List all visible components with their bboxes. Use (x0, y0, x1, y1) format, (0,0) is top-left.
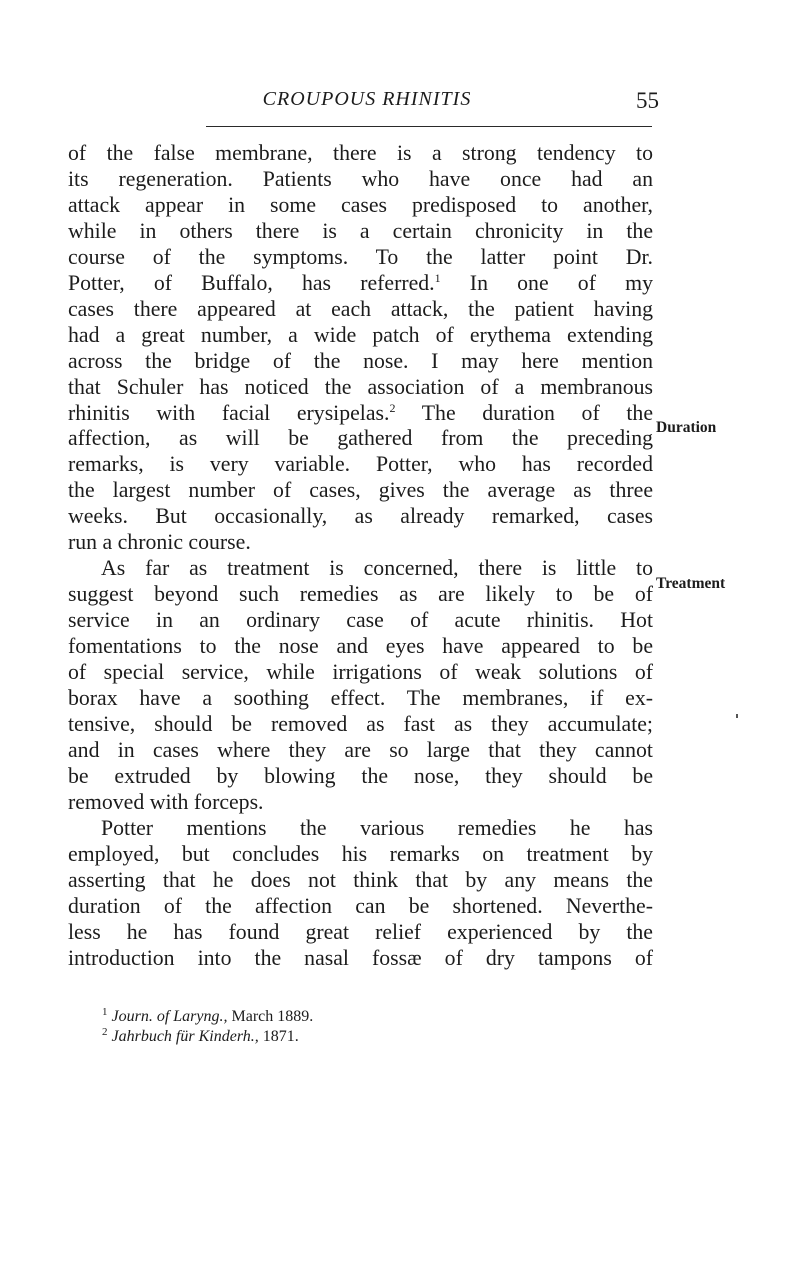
text-line: asserting that he does not think that by any means the (68, 867, 653, 892)
text-line: less he has found great relief experienced by the (68, 919, 653, 944)
text-line (68, 401, 653, 427)
text-line: that Schuler has noticed the association of a membranous (68, 374, 653, 399)
footnote-1 (102, 1007, 313, 1027)
footnote-date: 1871. (258, 1028, 299, 1045)
print-speck (736, 714, 738, 718)
text-line (68, 271, 653, 297)
footnote-source: Journ. of Laryng., (111, 1008, 228, 1025)
text-line: fomentations to the nose and eyes have appeared to be (68, 634, 653, 659)
text-line: affection, as will be gathered from the preceding (68, 426, 653, 451)
text-line: tensive, should be removed as fast as they accumulate; (68, 711, 653, 736)
text-line: had a great number, a wide patch of erythema extending (68, 322, 653, 347)
text-line: As far as treatment is concerned, there is little to (101, 556, 653, 581)
footnote-ref-2: 2 (389, 400, 396, 415)
text-line: duration of the affection can be shortened. Neverthe- (68, 893, 653, 918)
text-line: attack appear in some cases predisposed to another, (68, 192, 653, 217)
footnote-source: Jahrbuch für Kinderh., (111, 1028, 259, 1045)
margin-note-duration: Duration (656, 419, 717, 436)
margin-note-treatment: Treatment (656, 575, 726, 592)
text-segment: The duration of the (395, 400, 653, 425)
text-line: across the bridge of the nose. I may here mention (68, 348, 653, 373)
text-segment: In one of my (440, 270, 653, 295)
text-line: suggest beyond such remedies as are likely to be of (68, 582, 653, 607)
text-line: of special service, while irrigations of weak solutions of (68, 660, 653, 685)
footnote-ref-1: 1 (434, 270, 441, 285)
text-line: and in cases where they are so large that they cannot (68, 737, 653, 762)
footnotes (102, 1007, 313, 1047)
footnote-2 (102, 1027, 313, 1047)
footnote-mark: 1 (102, 1006, 108, 1018)
text-line: borax have a soothing effect. The membranes, if ex- (68, 686, 653, 711)
text-line: weeks. But occasionally, as already remarked, cases (68, 504, 653, 529)
text-segment: rhinitis with facial erysipelas. (68, 400, 390, 425)
footnote-mark: 2 (102, 1026, 108, 1038)
running-title: CROUPOUS RHINITIS (262, 88, 472, 110)
text-line: introduction into the nasal fossæ of dry tampons of (68, 945, 653, 970)
text-line: course of the symptoms. To the latter point Dr. (68, 244, 653, 269)
text-segment: Potter, of Buffalo, has referred. (68, 270, 435, 295)
text-line: of the false membrane, there is a strong tendency to (68, 141, 653, 165)
text-line: service in an ordinary case of acute rhinitis. Hot (68, 608, 653, 633)
text-line: while in others there is a certain chronicity in the (68, 218, 653, 243)
header-rule (206, 126, 652, 127)
text-line: remarks, is very variable. Potter, who has recorded (68, 452, 653, 477)
text-line: cases there appeared at each attack, the patient having (68, 296, 653, 321)
text-line: removed with forceps. (68, 789, 264, 814)
body-text (68, 141, 653, 972)
page-number: 55 (636, 88, 659, 113)
text-line: run a chronic course. (68, 530, 251, 555)
text-line: be extruded by blowing the nose, they should be (68, 763, 653, 788)
footnote-date: March 1889. (227, 1008, 314, 1025)
text-line: its regeneration. Patients who have once had an (68, 166, 653, 191)
text-line: employed, but concludes his remarks on treatment by (68, 841, 653, 866)
text-line: Potter mentions the various remedies he has (101, 815, 653, 840)
text-line: the largest number of cases, gives the average as three (68, 478, 653, 503)
